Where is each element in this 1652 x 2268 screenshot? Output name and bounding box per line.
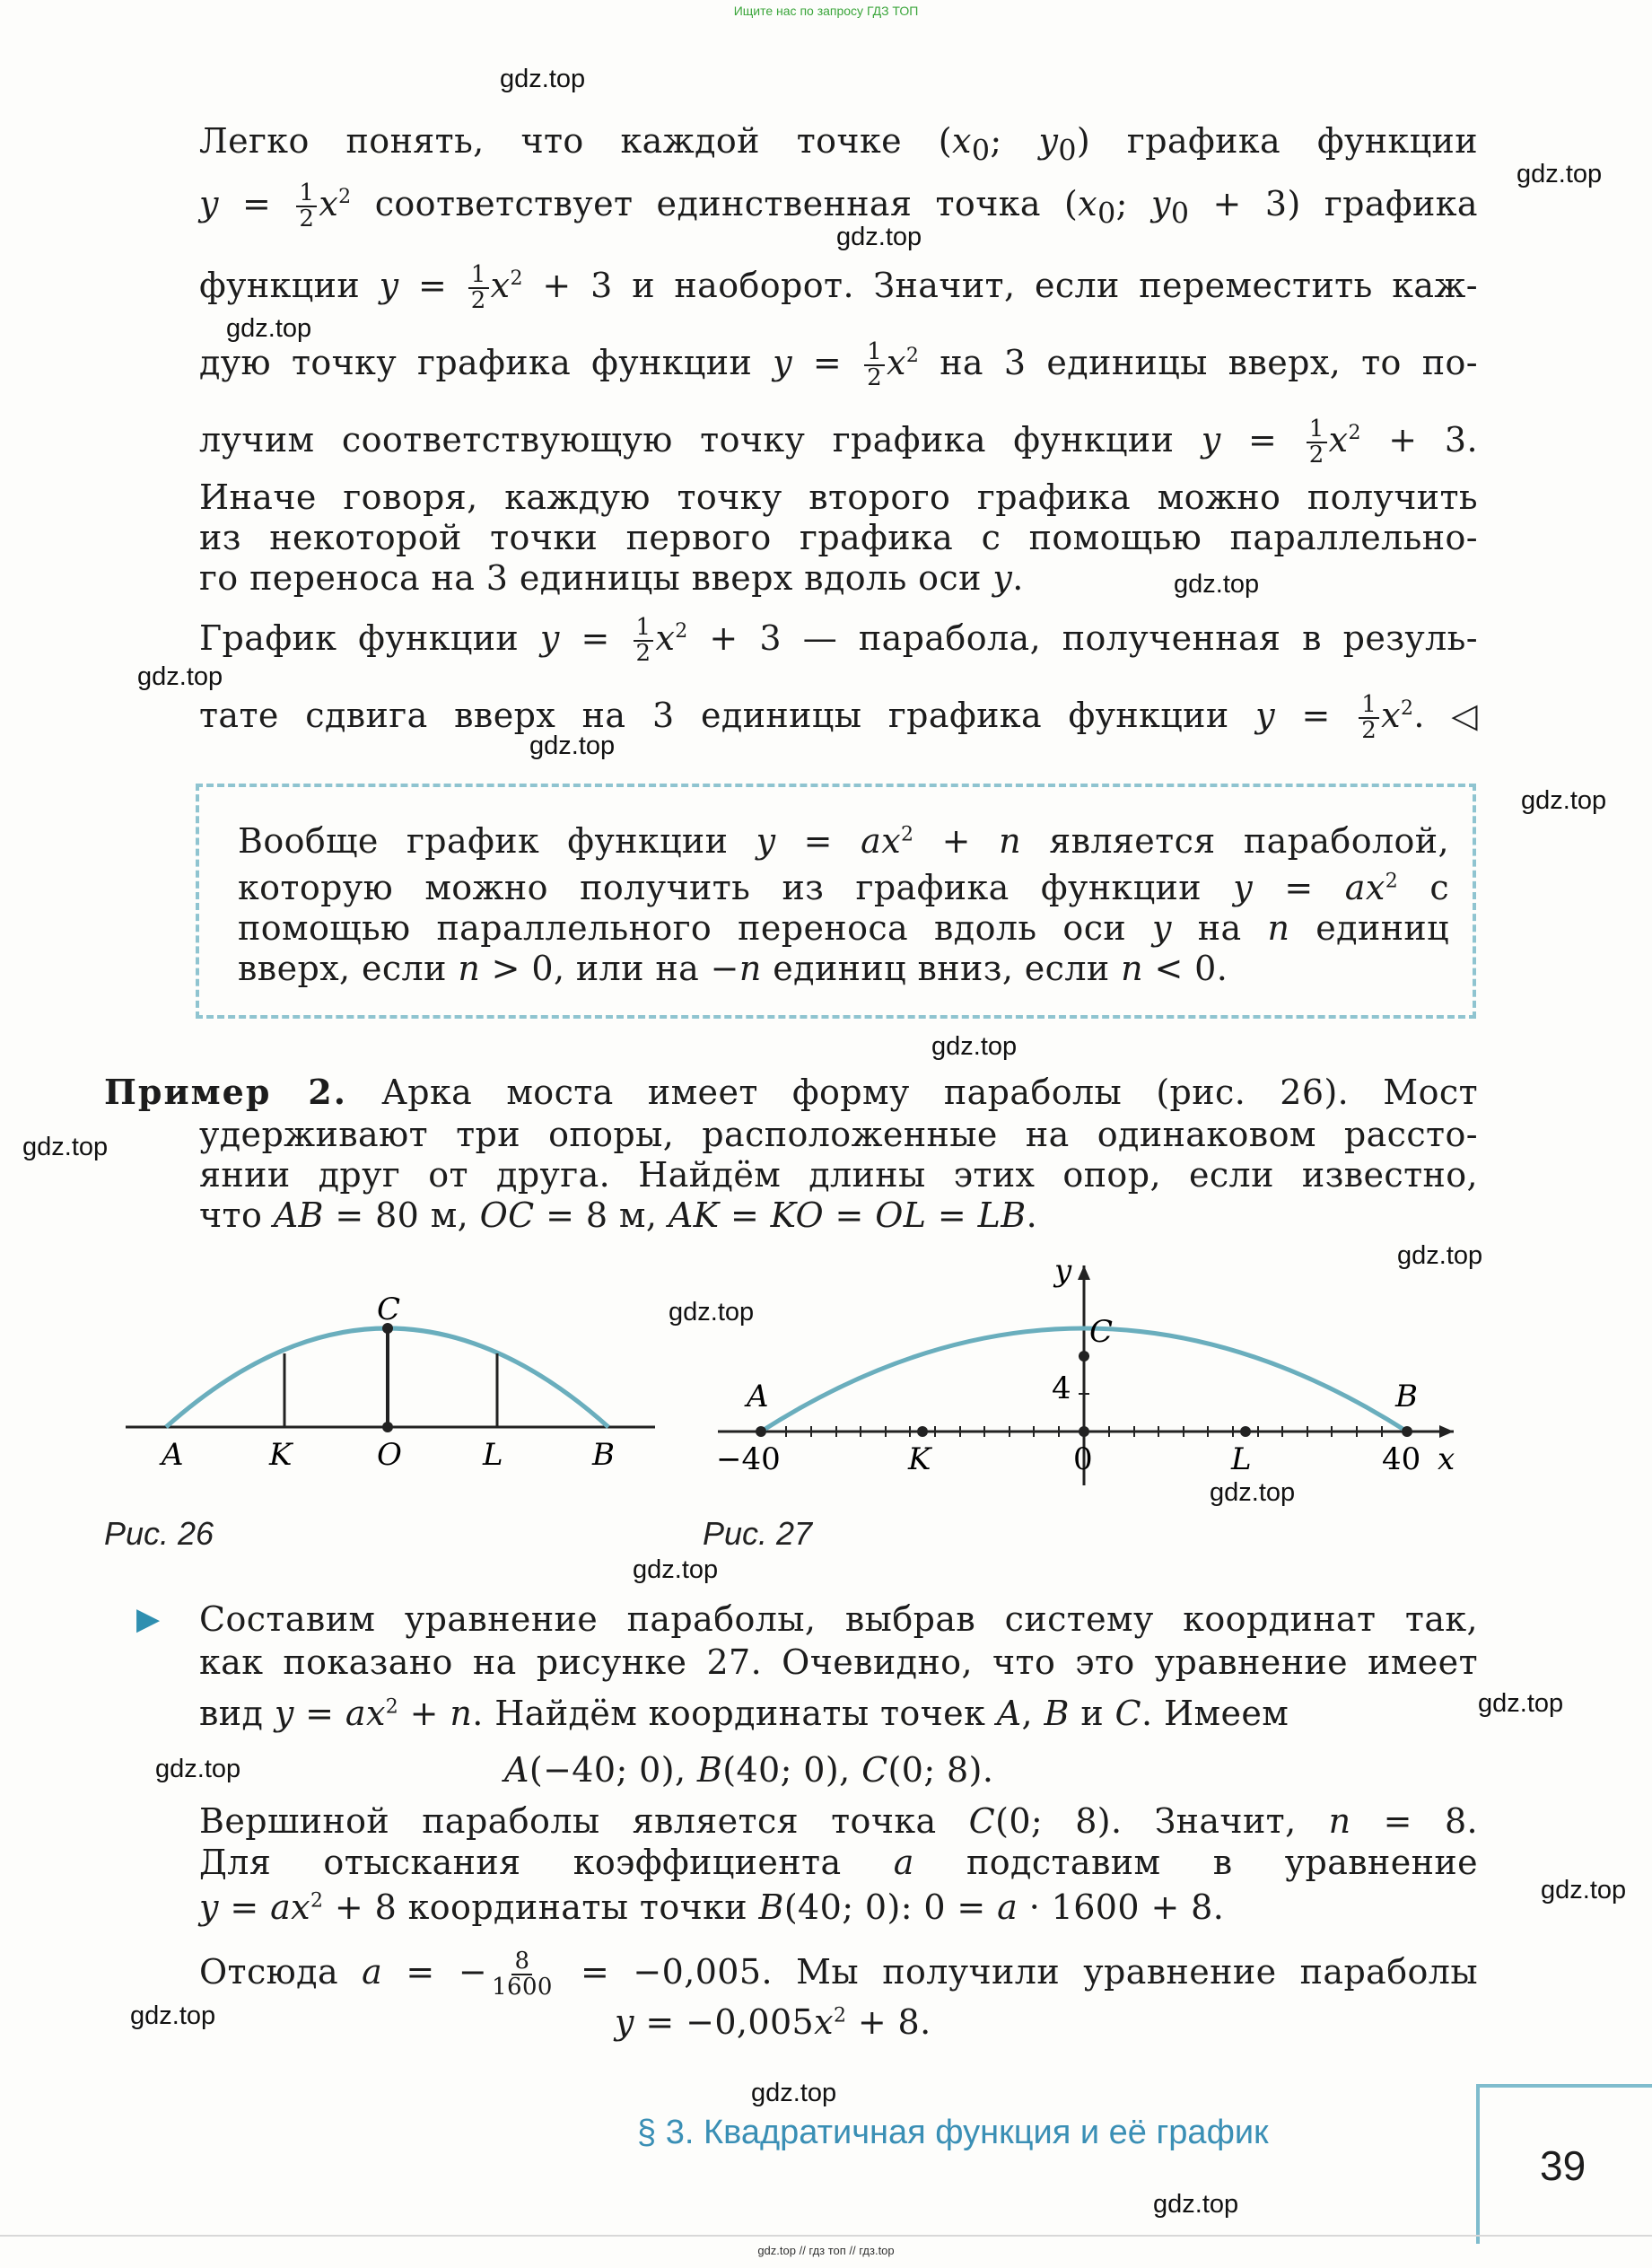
watermark: gdz.top	[529, 731, 616, 760]
point-l	[1240, 1426, 1251, 1437]
point-c	[1079, 1351, 1089, 1362]
watermark: gdz.top	[1478, 1689, 1564, 1718]
watermark: gdz.top	[1153, 2190, 1239, 2219]
text-line: янии друг от друга. Найдём длины этих опор, если известно,	[199, 1155, 1478, 1195]
text-line: Для отыскания коэффициента a подставим в уравнение	[199, 1843, 1479, 1882]
tick-label-4: 4	[1052, 1370, 1071, 1406]
point-origin	[1079, 1426, 1089, 1437]
text-line: Иначе говоря, каждую точку второго графика можно получить	[199, 477, 1478, 517]
label-c: C	[1089, 1314, 1114, 1350]
example-title: Пример 2.	[104, 1072, 347, 1112]
label-x: x	[1438, 1441, 1455, 1477]
text-line: A(−40; 0), B(40; 0), C(0; 8).	[504, 1750, 994, 1790]
figure-27-caption: Рис. 27	[703, 1515, 813, 1552]
text-line: помощью параллельного переноса вдоль оси y на n единиц	[238, 908, 1449, 948]
text-line: Вообще график функции $y = ax^2 + n$ является параболой,	[238, 821, 1449, 861]
text-line: Составим уравнение параболы, выбрав систему координат так,	[199, 1599, 1478, 1639]
label-a: A	[747, 1379, 769, 1414]
text-line: вид $y = ax^2 + n$. Найдём координаты точек A, B и C. Имеем	[199, 1694, 1289, 1733]
watermark: gdz.top	[500, 65, 586, 93]
watermark: gdz.top	[1541, 1876, 1627, 1905]
text-line: вверх, если n > 0, или на −n единиц вниз, если n < 0.	[238, 949, 1228, 988]
text-line: $y = -0,005x^2 + 8$.	[615, 2002, 931, 2042]
fraction: $\frac{1}{2}$	[1359, 693, 1379, 744]
page-number: 39	[1540, 2142, 1586, 2189]
fraction: $\frac{1}{2}$	[1307, 417, 1327, 468]
point-o	[382, 1422, 393, 1432]
text-line: го переноса на 3 единицы вверх вдоль оси y.	[199, 558, 1024, 598]
text-line: как показано на рисунке 27. Очевидно, что это уравнение имеет	[199, 1642, 1478, 1682]
fraction: $\frac{8}{1600}$	[492, 1948, 553, 2001]
label-l: L	[483, 1437, 503, 1473]
label-b: B	[592, 1437, 615, 1473]
text-line: $y = ax^2 + 8$ координаты точки B(40; 0): 0 = a · 1600 + 8.	[199, 1887, 1225, 1927]
watermark: gdz.top	[130, 2001, 216, 2030]
text-line: которую можно получить из графика функции $y = ax^2$ с	[238, 868, 1450, 907]
watermark: gdz.top	[836, 223, 922, 251]
label-y: y	[1054, 1253, 1072, 1289]
label-l: L	[1231, 1441, 1252, 1477]
y-axis-arrow	[1078, 1265, 1090, 1280]
watermark: gdz.top	[633, 1555, 719, 1584]
text-line: удерживают три опоры, расположенные на одинаковом рассто-	[199, 1115, 1478, 1154]
watermark: gdz.top	[137, 662, 223, 691]
text-line: Пример 2. Арка моста имеет форму параболы (рис. 26). Мост	[104, 1072, 1478, 1112]
tick-label-40: 40	[1382, 1441, 1421, 1477]
watermark: gdz.top	[22, 1133, 109, 1161]
label-c: C	[377, 1292, 401, 1327]
label-a: A	[162, 1437, 184, 1473]
text-line: тате сдвига вверх на 3 единицы графика функции y = $\frac{1}{2}$ $x^2$. ◁	[199, 691, 1478, 745]
watermark: gdz.top	[1210, 1478, 1296, 1507]
watermark: gdz.top	[226, 314, 312, 343]
point-k	[917, 1426, 928, 1437]
text-line: Отсюда a = − $\frac{8}{1600}$ = −0,005. Мы получили уравнение параболы	[199, 1948, 1478, 2001]
fraction: $\frac{1}{2}$	[468, 263, 489, 314]
text-line: дую точку графика функции y = $\frac{1}{2}$ $x^2$ на 3 единицы вверх, то по-	[199, 338, 1478, 392]
watermark: gdz.top	[751, 2079, 837, 2107]
figure-26-caption: Рис. 26	[104, 1515, 214, 1552]
watermark: gdz.top	[1174, 570, 1260, 599]
point-a	[756, 1426, 766, 1437]
triangle-icon: ▶	[136, 1601, 161, 1637]
bottom-banner: gdz.top // гдз топ // гдз.top	[757, 2244, 895, 2257]
text-line: из некоторой точки первого графика с помощью параллельно-	[199, 518, 1478, 557]
watermark: gdz.top	[1521, 786, 1607, 815]
text-line: лучим соответствующую точку графика функции y = $\frac{1}{2}$ $x^2 + 3$.	[199, 416, 1478, 469]
tick-label-zero: 0	[1073, 1441, 1093, 1477]
top-banner: Ищите нас по запросу ГДЗ ТОП	[733, 4, 919, 18]
text-line: y = $\frac{1}{2}$ $x^2$ соответствует единственная точка ($x_0$; $y_0 + 3$) графика	[199, 180, 1478, 233]
label-k: K	[908, 1441, 931, 1477]
watermark: gdz.top	[669, 1298, 755, 1327]
label-o: O	[377, 1437, 402, 1473]
section-title: § 3. Квадратичная функция и её график	[637, 2114, 1269, 2151]
text-line: Легко понять, что каждой точке ($x_0$; $y_0$) графика функции	[199, 121, 1478, 168]
watermark: gdz.top	[1517, 160, 1603, 188]
text-line: Вершиной параболы является точка C(0; 8). Значит, n = 8.	[199, 1801, 1479, 1841]
watermark: gdz.top	[155, 1755, 241, 1783]
footer-rule	[0, 2235, 1652, 2237]
figure-26	[126, 1292, 664, 1490]
tick-label-minus40: −40	[716, 1441, 781, 1477]
fraction: $\frac{1}{2}$	[634, 616, 654, 667]
fraction: $\frac{1}{2}$	[864, 340, 885, 391]
x-axis-arrow	[1439, 1425, 1454, 1438]
text-line: функции y = $\frac{1}{2}$ $x^2 + 3$ и наоборот. Значит, если переместить каж-	[199, 261, 1478, 315]
fraction: $\frac{1}{2}$	[296, 181, 317, 232]
watermark: gdz.top	[1397, 1241, 1483, 1270]
watermark: gdz.top	[931, 1032, 1018, 1061]
label-k: K	[269, 1437, 293, 1473]
text-line: что AB = 80 м, OC = 8 м, AK = KO = OL = LB.	[199, 1195, 1038, 1235]
figure-27	[700, 1252, 1472, 1494]
text-line: График функции y = $\frac{1}{2}$ $x^2 + 3$ — парабола, полученная в резуль-	[199, 614, 1479, 668]
point-b	[1402, 1426, 1412, 1437]
label-b: B	[1395, 1379, 1418, 1414]
